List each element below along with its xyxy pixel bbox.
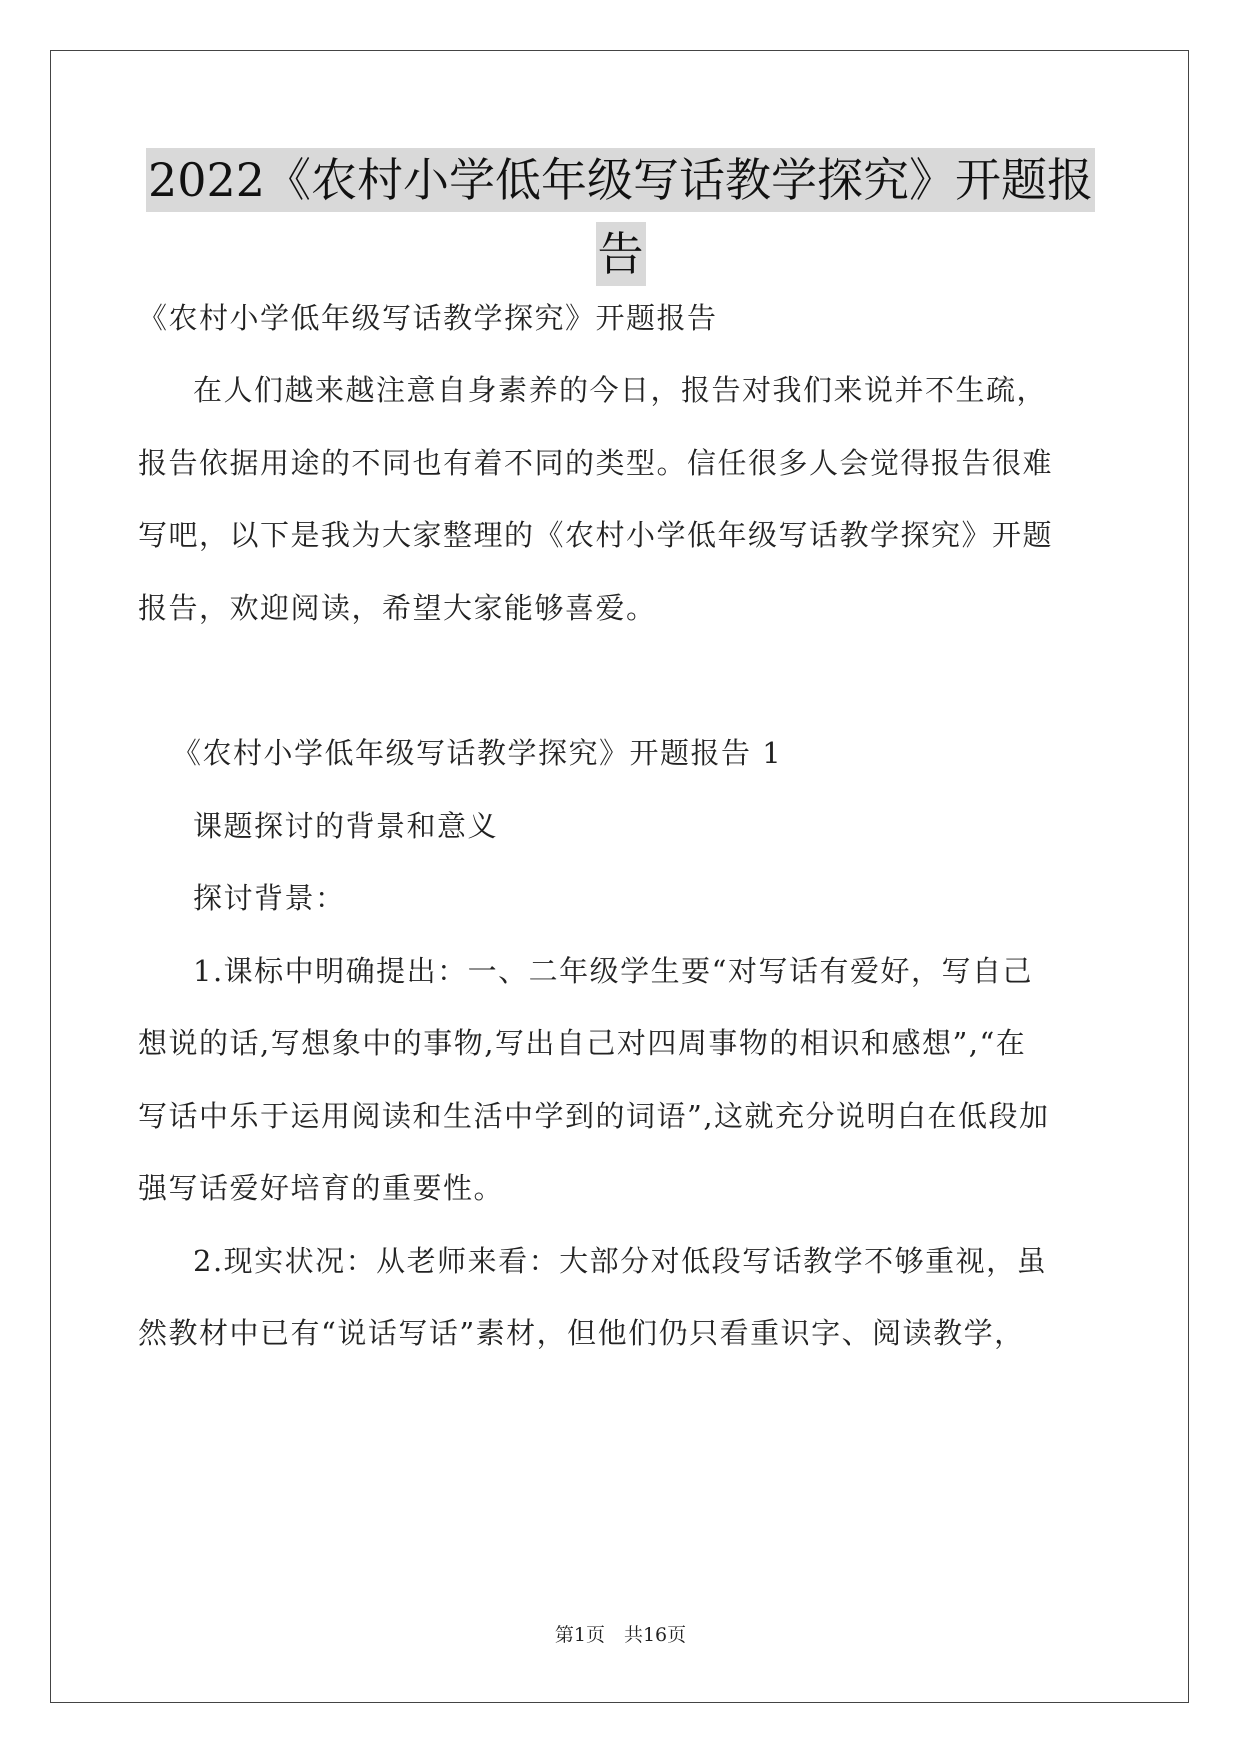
title-line-2: 告 (596, 222, 646, 286)
body-line-4: 强写话爱好培育的重要性。 (138, 1171, 505, 1205)
body-line-6: 然教材中已有“说话写话”素材，但他们仍只看重识字、阅读教学， (138, 1316, 1025, 1350)
body-line-5: 2.现实状况：从老师来看：大部分对低段写话教学不够重视，虽 (193, 1244, 1048, 1278)
subheading-background: 课题探讨的背景和意义 (193, 809, 499, 843)
page-number-footer: 第1页 共16页 (554, 1624, 687, 1646)
title-line-1: 2022《农村小学低年级写话教学探究》开题报 (146, 148, 1095, 212)
body-line-3: 写话中乐于运用阅读和生活中学到的词语”,这就充分说明白在低段加 (138, 1099, 1050, 1133)
subheading-research-background: 探讨背景： (193, 881, 346, 915)
intro-line-4: 报告，欢迎阅读，希望大家能够喜爱。 (138, 591, 657, 625)
body-line-1: 1.课标中明确提出：一、二年级学生要“对写话有爱好，写自己 (193, 954, 1033, 988)
document-title (0, 148, 1241, 286)
subtitle-line: 《农村小学低年级写话教学探究》开题报告 (138, 301, 718, 335)
body-line-2: 想说的话,写想象中的事物,写出自己对四周事物的相识和感想”,“在 (138, 1026, 1027, 1060)
section-heading: 《农村小学低年级写话教学探究》开题报告 1 (172, 736, 783, 770)
intro-line-1: 在人们越来越注意自身素养的今日，报告对我们来说并不生疏， (193, 373, 1048, 407)
intro-line-2: 报告依据用途的不同也有着不同的类型。信任很多人会觉得报告很难 (138, 446, 1054, 480)
intro-line-3: 写吧，以下是我为大家整理的《农村小学低年级写话教学探究》开题 (138, 518, 1054, 552)
